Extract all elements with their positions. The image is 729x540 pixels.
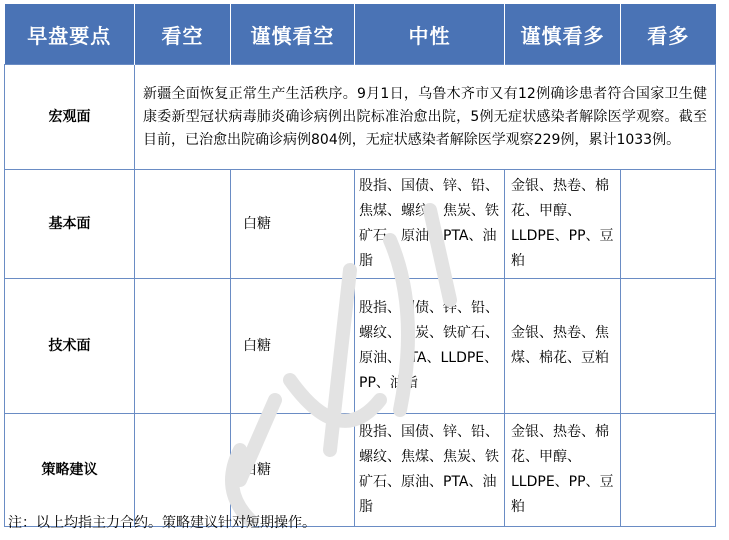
header-neutral: 中性 (355, 4, 505, 65)
fundamental-cautious-bearish: 白糖 (231, 170, 355, 279)
fundamental-row (5, 170, 716, 279)
fundamental-cautious-bullish: 金银、热卷、棉花、甲醇、LLDPE、PP、豆粕 (505, 170, 621, 279)
header-bullish: 看多 (621, 4, 716, 65)
header-cautious-bearish: 谨慎看空 (231, 4, 355, 65)
fundamental-neutral: 股指、国债、锌、铅、焦煤、螺纹、焦炭、铁矿石、原油、PTA、油脂 (355, 170, 505, 279)
macro-text: 新疆全面恢复正常生产生活秩序。9月1日，乌鲁木齐市又有12例确诊患者符合国家卫生健康委新型冠状病毒肺炎确诊病例出院标准治愈出院，5例无症状感染者解除医学观察。截至目前，已治愈出院确诊病例804例，无症状感染者解除医学观察229例，累计1033例。 (135, 65, 716, 170)
technical-neutral: 股指、国债、锌、铅、螺纹、焦炭、铁矿石、原油、PTA、LLDPE、PP、油脂 (355, 279, 505, 414)
technical-bearish (135, 279, 231, 414)
header-bearish: 看空 (135, 4, 231, 65)
strategy-neutral: 股指、国债、锌、铅、螺纹、焦煤、焦炭、铁矿石、原油、PTA、油脂 (355, 414, 505, 527)
technical-label: 技术面 (5, 279, 135, 414)
footnote: 注：以上均指主力合约。策略建议针对短期操作。 (8, 515, 316, 531)
technical-bullish (621, 279, 716, 414)
strategy-cautious-bearish: 白糖 (231, 414, 355, 527)
strategy-bearish (135, 414, 231, 527)
fundamental-bearish (135, 170, 231, 279)
strategy-bullish (621, 414, 716, 527)
strategy-row (5, 414, 716, 527)
morning-briefing-table (4, 4, 716, 527)
fundamental-bullish (621, 170, 716, 279)
header-cautious-bullish: 谨慎看多 (505, 4, 621, 65)
technical-row (5, 279, 716, 414)
strategy-label: 策略建议 (5, 414, 135, 527)
strategy-cautious-bullish: 金银、热卷、棉花、甲醇、LLDPE、PP、豆粕 (505, 414, 621, 527)
header-key-points: 早盘要点 (5, 4, 135, 65)
technical-cautious-bullish: 金银、热卷、焦煤、棉花、豆粕 (505, 279, 621, 414)
fundamental-label: 基本面 (5, 170, 135, 279)
technical-cautious-bearish: 白糖 (231, 279, 355, 414)
macro-label: 宏观面 (5, 65, 135, 170)
macro-row (5, 65, 716, 170)
header-row (5, 4, 716, 65)
